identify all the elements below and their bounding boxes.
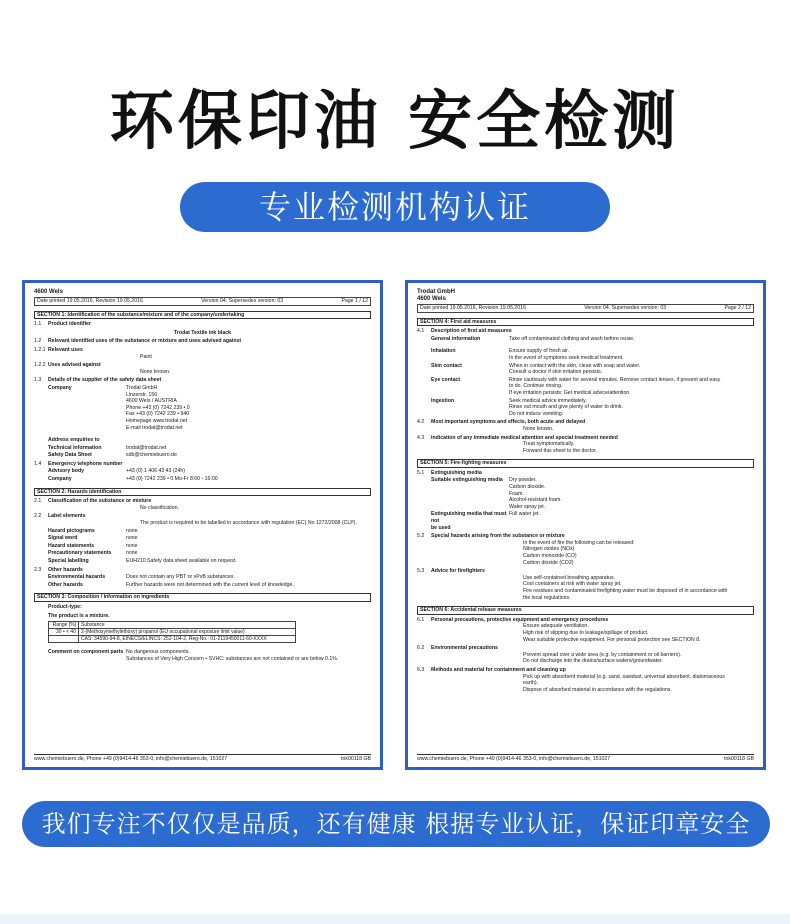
doc-kv: Advisory body +43 (0) 1 406 43 43 (24h) [48, 468, 185, 475]
doc-kv: Hazard statements none [48, 542, 138, 549]
doc-value: Prevent spread over a wide area (e.g. by containment or oil barriers). Do not discharge into the drains/surface waters/groundwater. [523, 651, 682, 665]
doc-kv: Precautionary statements none [48, 550, 138, 557]
doc-row: 2.2 Label elements [34, 513, 86, 520]
product-name: Trodat Textile ink black [174, 329, 231, 336]
doc-row: 1.2 Relevant identified uses of the substance or mixture and uses advised against [34, 338, 242, 345]
doc-value: Use self-contained breathing apparatus. Cool containers at risk with water spray jet. Fire residues and contaminated firefighting water must be disposed of in accordance with the local regulations. [523, 574, 728, 601]
doc-value: Pick up with absorbent material (e.g. sand, sawdust, universal absorbent, diatomaceous earth). Dispose of absorbed material in accordance with the regulations. [523, 673, 725, 693]
doc-value: Paint [140, 353, 152, 360]
page-title: 环保印油 安全检测 [109, 85, 681, 159]
safety-data-sheet-page-1 [22, 280, 383, 770]
doc-kv: Environmental hazards Does not contain any PBT or vPvB substances. [48, 574, 235, 581]
doc-row: 4.2 Most important symptoms and effects, both acute and delayed [417, 419, 586, 426]
composition-table [48, 621, 296, 643]
doc-row: 6.3 Methods and material for containment and cleaning up [417, 666, 566, 673]
doc-kv: Ingestion Seek medical advice immediately. Rinse out mouth and give plenty of water to drink. Do not induce vomiting. [431, 397, 623, 417]
doc-row: 5.1 Extinguishing media [417, 469, 482, 476]
safety-data-sheet-page-2 [405, 280, 766, 770]
doc-row: 5.3 Advice for firefighters [417, 568, 485, 575]
doc-row: 4.1 Description of first aid measures [417, 328, 512, 335]
section-heading: SECTION 1: Identification of the substance/mixture and of the company/undertaking [34, 311, 371, 320]
doc-kv: Skin contact When in contact with the skin, clean with soap and water. Consult a doctor if skin irritation persists. [431, 362, 641, 376]
doc-row: The product is a mixture. [48, 612, 110, 619]
doc-kv: Company +43 (0) 7242 239 • 0 Mo-Fr 8:00 - 16:00 [48, 476, 218, 483]
doc-value: None known. [140, 368, 171, 375]
doc-row: Product-type: [48, 603, 82, 610]
print-date: Date printed 19.05.2016, Revision 19.05.2016 [37, 298, 143, 304]
doc-kv: Address enquiries to [48, 437, 100, 444]
page-number: Page 1 / 12 [341, 298, 368, 304]
sheet-footer: www.chemiebuero.de, Phone +49 (0)9414-46 353-0, info@chemiebuero.de, 151027 tnk00118 GB [417, 756, 754, 763]
doc-kv: General information Take off contaminated clothing and wash before reuse. [431, 335, 635, 342]
doc-value: Ensure adequate ventilation. High risk of slipping due to leakage/spillage of product. Wear suitable protective equipment. For personal protection see SECTION 8. [523, 623, 701, 643]
print-info [34, 297, 371, 306]
sheet-brand-city: 4600 Wels [417, 296, 446, 302]
doc-row: 1.4 Emergency telephone number [34, 460, 123, 467]
section-heading: SECTION 6: Accidental release measures [417, 606, 754, 615]
doc-row: 5.2 Special hazards arising from the substance or mixture [417, 533, 565, 540]
doc-kv: Technical information trodat@trodat.net [48, 444, 167, 451]
doc-kv: Safety Data Sheet sdb@chemiebuero.de [48, 452, 177, 459]
doc-kv: Signal word none [48, 535, 138, 542]
version: Version 04. Supersedes version: 03 [201, 298, 284, 304]
doc-kv: Suitable extinguishing media Dry powder. Carbon dioxide. Foam. Alcohol-resistant foam. Water spray jet. [431, 477, 562, 510]
doc-value: No classification. [140, 504, 179, 511]
section-heading: SECTION 3: Composition / information on ingredients [34, 593, 371, 602]
section-heading: SECTION 5: Fire-fighting measures [417, 459, 754, 468]
section-heading: SECTION 2: Hazards identification [34, 488, 371, 497]
table-row: Range [%] Substance [49, 622, 296, 629]
page-number: Page 2 / 12 [724, 305, 751, 311]
doc-row: 2.3 Other hazards [34, 566, 83, 573]
doc-kv: Hazard pictograms none [48, 527, 138, 534]
quality-banner: 我们专注不仅仅是品质，还有健康 根据专业认证，保证印章安全 [22, 801, 770, 847]
sheet-brand: Trodat GmbH [417, 289, 456, 295]
print-info [417, 304, 754, 313]
version: Version 04. Supersedes version: 03 [584, 305, 667, 311]
doc-value: The product is required to be labelled in accordance with regulation (EC) No 1272/2008 (CLP). [140, 520, 357, 527]
sheet-footer: www.chemiebuero.de, Phone +49 (0)9414-46 353-0, info@chemiebuero.de, 151027 tnk00118 GB [34, 756, 371, 763]
doc-kv: Comment on component parts No dangerous components. Substances of Very High Concern • SVHC: substances are not contained or are below 0.1%. [48, 649, 339, 662]
bottom-band [0, 914, 790, 924]
sheet-brand: 4600 Wels [34, 289, 63, 295]
print-date: Date printed 19.05.2016, Revision 19.05.2016 [420, 305, 526, 311]
doc-row: 6.2 Environmental precautions [417, 645, 498, 652]
doc-value: Treat symptomatically. Forward this sheet to the doctor. [523, 441, 598, 454]
doc-row: 1.2.1 Relevant uses [34, 346, 83, 353]
company-block: Company Trodat GmbH Linzerstr. 156 4600 Wels / AUSTRIA Phone +43 (0) 7242 239 • 0 Fax +43 (0) 7242 239 • 940 Homepage www.trodat.net E-mail trodat@trodat.net [48, 384, 190, 431]
doc-kv: Eye contact Rinse cautiously with water for several minutes. Remove contact lenses, if present and easy to do. Continue rinsing. If eye irritation persists: Get medical advice/attention. [431, 376, 721, 396]
doc-row: 6.1 Personal precautions, protective equipment and emergency procedures [417, 616, 609, 623]
section-heading: SECTION 4: First aid measures [417, 318, 754, 327]
table-row: 30 • < 40 2-(Methoxymethylethoxy) propanol (EU occupational exposure limit value) [49, 629, 296, 636]
doc-value: In the event of fire the following can be released: Nitrogen oxides (NOx) Carbon monoxide (CO) Carbon dioxide (CO2) [523, 539, 635, 566]
table-row: CAS: 34590-94-8, EINECS/ELINCS: 252-104-2, Reg-No.: 01-2119450011-60-XXXX [49, 636, 296, 643]
doc-row: 1.3 Details of the supplier of the safety data sheet [34, 377, 162, 384]
doc-value: None known. [523, 425, 554, 432]
doc-kv: Special labelling EUH210 Safety data sheet available on request. [48, 558, 237, 564]
doc-row: 4.3 Indication of any immediate medical attention and special treatment needed [417, 434, 618, 441]
doc-kv: Extinguishing media that must not be used Full water jet. [431, 511, 540, 531]
doc-row: 1.2.2 Uses advised against [34, 362, 101, 369]
doc-kv: Other hazards Further hazards were not determined with the current level of knowledge. [48, 581, 294, 588]
doc-row: 1.1 Product identifier [34, 321, 91, 328]
certification-banner: 专业检测机构认证 [180, 182, 610, 232]
doc-kv: Inhalation Ensure supply of fresh air. In the event of symptoms seek medical treatment. [431, 348, 624, 361]
doc-row: 2.1 Classification of the substance or mixture [34, 498, 152, 505]
